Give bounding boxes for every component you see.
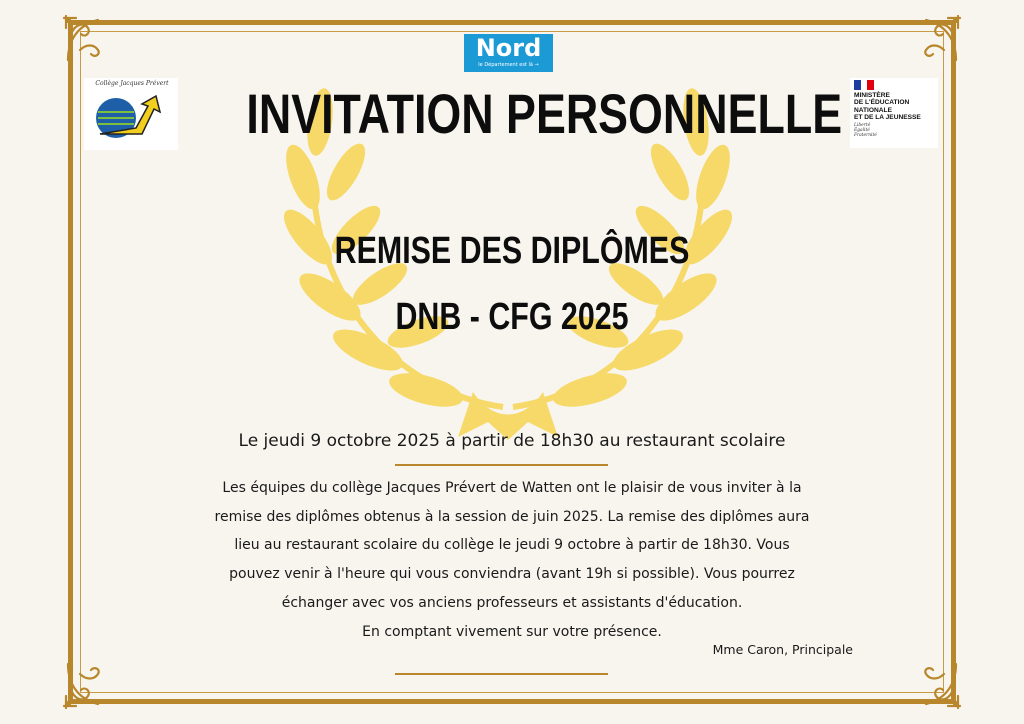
page-title: INVITATION PERSONNELLE [246,82,843,145]
invitation-body [130,474,894,646]
body-line: En comptant vivement sur votre présence. [362,623,662,640]
signature: Mme Caron, Principale [712,642,853,657]
corner-ornament-icon [58,654,118,714]
body-line: échanger avec vos anciens professeurs et assistants d'éducation. [281,594,743,611]
corner-ornament-icon [906,654,966,714]
college-logo [84,78,178,150]
body-line: remise des diplômes obtenus à la session de juin 2025. La remise des diplômes aura [214,508,810,525]
body-line: pouvez venir à l'heure qui vous conviendra (avant 19h si possible). Vous pourrez [229,566,795,583]
event-subtitle: DNB - CFG 2025 [395,296,629,338]
body-line: lieu au restaurant scolaire du collège le jeudi 9 octobre à partir de 18h30. Vous [234,537,790,554]
nord-logo-name: Nord [475,34,542,62]
corner-ornament-icon [58,10,118,70]
divider [395,673,608,675]
corner-ornament-icon [906,10,966,70]
divider [395,464,608,466]
ministry-name: MINISTÈRE DE L'ÉDUCATION NATIONALE ET DE LA JEUNESSE [854,92,921,122]
nord-logo-tagline: le Département est là → [478,62,539,68]
ministry-logo [850,78,938,148]
college-logo-text: Collège Jacques Prévert [95,80,169,87]
event-title: REMISE DES DIPLÔMES [334,230,690,272]
french-flag-icon [854,80,874,90]
nord-department-logo [464,34,553,72]
event-date-line: Le jeudi 9 octobre 2025 à partir de 18h30 au restaurant scolaire [238,431,786,451]
college-arrow-icon [90,88,174,146]
body-line: Les équipes du collège Jacques Prévert de Watten ont le plaisir de vous inviter à la [222,480,802,496]
ministry-motto: Liberté Égalité Fraternité [854,123,877,138]
